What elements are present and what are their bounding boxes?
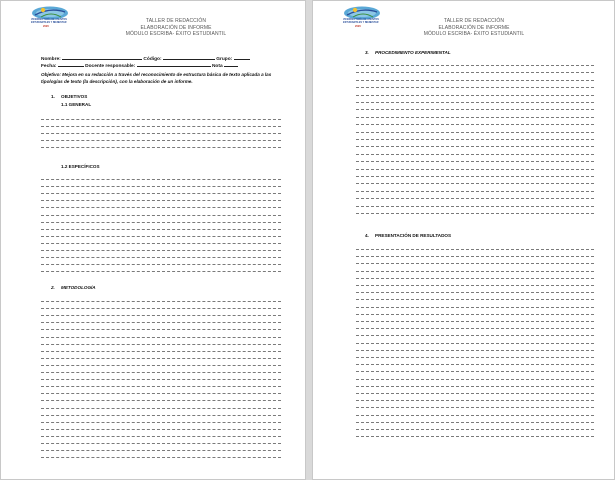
writing-line[interactable] <box>41 386 281 387</box>
writing-line[interactable] <box>356 422 594 423</box>
writing-line[interactable] <box>356 321 594 322</box>
writing-line[interactable] <box>356 415 594 416</box>
section-2-title: METODOLOGÍA <box>61 285 96 290</box>
objective-text: Objetivo: Mejora en su redacción a través del reconocimiento de estructura básica de texto aplicada a las tipologías de texto (la descripción), con la elaboración de un informe. <box>41 72 272 84</box>
writing-line[interactable] <box>356 379 594 380</box>
writing-line[interactable] <box>41 443 281 444</box>
writing-line[interactable] <box>356 314 594 315</box>
header-line-1: TALLER DE REDACCIÓN <box>145 18 207 24</box>
writing-lines-methodology[interactable] <box>41 1 281 480</box>
writing-line[interactable] <box>41 372 281 373</box>
writing-line[interactable] <box>356 350 594 351</box>
writing-line[interactable] <box>356 364 594 365</box>
section-1-number: 1. <box>51 94 55 99</box>
writing-line[interactable] <box>41 337 281 338</box>
logo-year: 2020 <box>355 25 361 28</box>
writing-line[interactable] <box>356 278 594 279</box>
document-page-2 <box>312 0 615 480</box>
section-3-number: 3. <box>365 50 369 55</box>
logo-year: 2020 <box>43 25 49 28</box>
section-1-1-heading: 1.1 GENERAL <box>61 102 92 107</box>
header-line-2: ELABORACIÓN DE INFORME <box>438 24 510 31</box>
date-label: Fecha: <box>41 64 57 69</box>
writing-line[interactable] <box>356 292 594 293</box>
writing-line[interactable] <box>41 322 281 323</box>
writing-line[interactable] <box>41 429 281 430</box>
writing-line[interactable] <box>356 299 594 300</box>
writing-line[interactable] <box>41 393 281 394</box>
header-line-1: TALLER DE REDACCIÓN <box>443 18 505 24</box>
writing-line[interactable] <box>41 301 281 302</box>
section-1-title: OBJETIVOS <box>61 94 88 99</box>
section-4-number: 4. <box>365 233 369 238</box>
writing-line[interactable] <box>356 436 594 437</box>
writing-lines-results[interactable] <box>356 1 594 480</box>
writing-line[interactable] <box>41 308 281 309</box>
section-3-title: PROCEDIMIENTO EXPERIMENTAL <box>375 50 451 55</box>
writing-line[interactable] <box>41 408 281 409</box>
writing-line[interactable] <box>356 249 594 250</box>
writing-line[interactable] <box>356 393 594 394</box>
writing-line[interactable] <box>41 400 281 401</box>
section-2-number: 2. <box>51 285 55 290</box>
writing-line[interactable] <box>356 307 594 308</box>
writing-line[interactable] <box>41 358 281 359</box>
name-label: Nombre: <box>41 57 61 62</box>
group-label: Grupo: <box>216 57 233 62</box>
writing-line[interactable] <box>356 400 594 401</box>
writing-line[interactable] <box>356 371 594 372</box>
teacher-label: Docente responsable: <box>85 64 136 69</box>
header-line-3: MÓDULO ESCRIBA- ÉXITO ESTUDIANTIL <box>125 31 227 38</box>
header-line-3: MÓDULO ESCRIBA- ÉXITO ESTUDIANTIL <box>423 31 525 38</box>
writing-line[interactable] <box>41 344 281 345</box>
writing-line[interactable] <box>356 343 594 344</box>
logo-text-mid: ESTUDIANTILES Y BIENESTAR <box>343 20 379 24</box>
writing-line[interactable] <box>356 335 594 336</box>
writing-line[interactable] <box>41 329 281 330</box>
section-1-2-heading: 1.2 ESPECÍFICOS <box>61 164 100 169</box>
writing-line[interactable] <box>356 271 594 272</box>
writing-line[interactable] <box>356 386 594 387</box>
writing-line[interactable] <box>41 457 281 458</box>
writing-line[interactable] <box>356 263 594 264</box>
writing-line[interactable] <box>41 379 281 380</box>
writing-line[interactable] <box>356 285 594 286</box>
section-4-title: PRESENTACIÓN DE RESULTADOS <box>375 233 452 238</box>
grade-label: Nota <box>211 64 223 69</box>
logo-text-mid: ESTUDIANTILES Y BIENESTAR <box>31 20 67 24</box>
writing-line[interactable] <box>41 351 281 352</box>
header-line-2: ELABORACIÓN DE INFORME <box>140 24 212 31</box>
writing-line[interactable] <box>41 450 281 451</box>
logo-text-top: VICERRECTORÍA DE ASUNTOS <box>343 18 379 21</box>
writing-line[interactable] <box>356 357 594 358</box>
writing-line[interactable] <box>356 429 594 430</box>
writing-line[interactable] <box>41 315 281 316</box>
writing-line[interactable] <box>41 422 281 423</box>
writing-line[interactable] <box>41 436 281 437</box>
writing-line[interactable] <box>356 407 594 408</box>
writing-line[interactable] <box>41 365 281 366</box>
code-label: Código: <box>143 57 162 62</box>
logo-text-top: VICERRECTORÍA DE ASUNTOS <box>31 18 67 21</box>
writing-line[interactable] <box>41 415 281 416</box>
document-page-1 <box>0 0 306 480</box>
writing-line[interactable] <box>356 256 594 257</box>
writing-line[interactable] <box>356 328 594 329</box>
